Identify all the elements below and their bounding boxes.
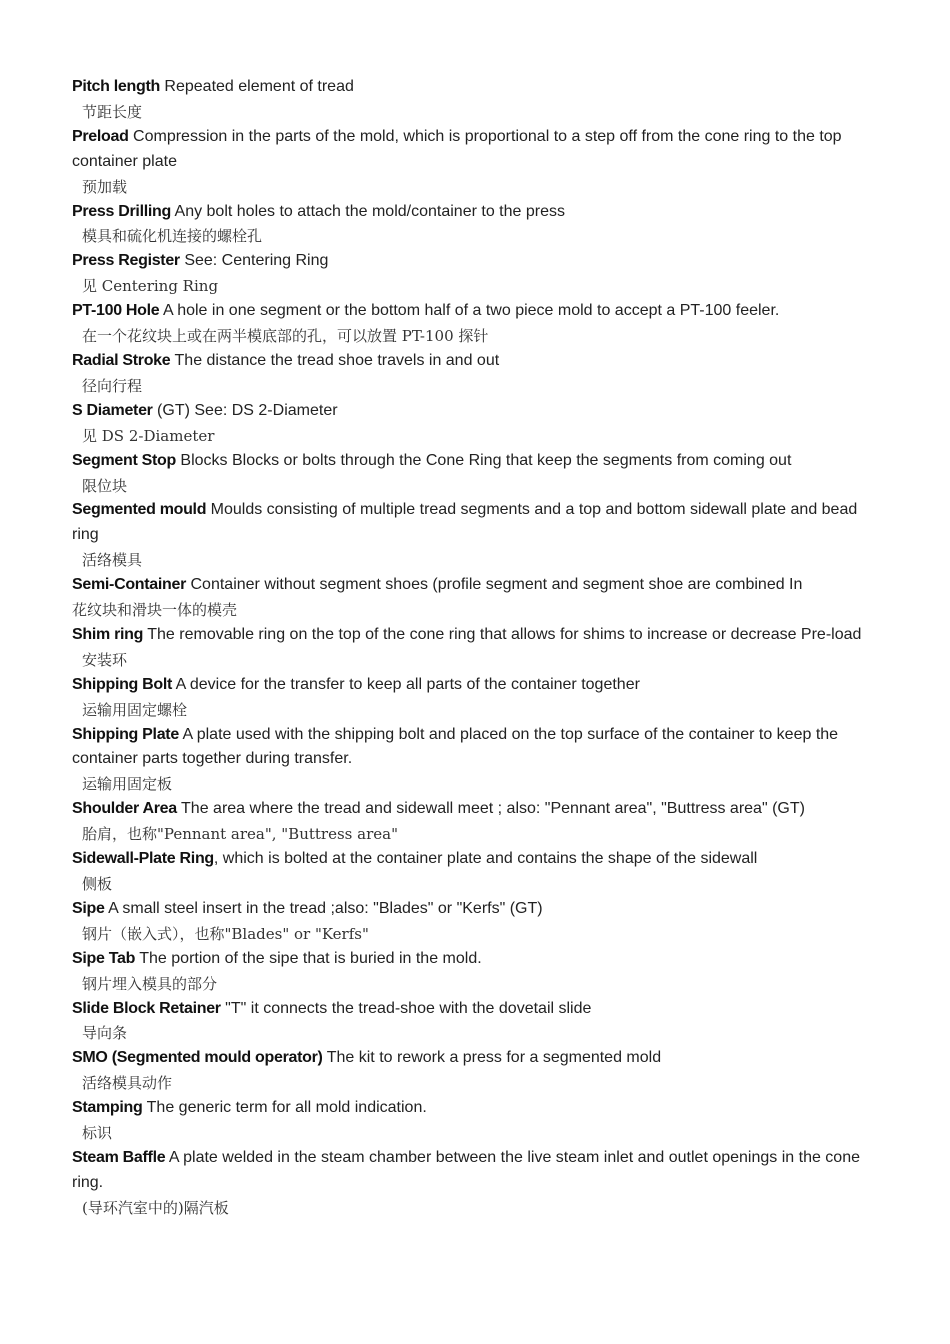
- entry-term: Radial Stroke: [72, 351, 171, 369]
- glossary-entry-segment-stop: [72, 449, 882, 499]
- entry-definition: (GT) See: DS 2-Diameter: [152, 401, 338, 419]
- entry-term: Shipping Bolt: [72, 675, 173, 693]
- entry-definition: Blocks Blocks or bolts through the Cone Ring that keep the segments from coming out: [175, 451, 792, 469]
- glossary-entry-sipe: [72, 897, 882, 947]
- glossary-entry-press-register: [72, 249, 882, 299]
- entry-term: Semi-Container: [72, 576, 187, 594]
- glossary-entry-steam-baffle: [72, 1146, 882, 1221]
- glossary-entry-s-diameter: [72, 399, 882, 449]
- entry-english-line: [72, 897, 882, 922]
- entry-definition: Any bolt holes to attach the mold/container to the press: [170, 202, 565, 220]
- glossary-entry-slide-block-retainer: [72, 997, 882, 1047]
- entry-definition: The portion of the sipe that is buried in the mold.: [135, 949, 482, 967]
- glossary-entry-segmented-mould: [72, 498, 882, 573]
- entry-term: Sipe: [72, 899, 105, 917]
- entry-term: Preload: [72, 127, 129, 145]
- entry-term: Shim ring: [72, 625, 144, 643]
- glossary-entry-shipping-bolt: [72, 673, 882, 723]
- entry-term: Slide Block Retainer: [72, 999, 221, 1017]
- glossary-entry-shoulder-area: [72, 797, 882, 847]
- glossary-entry-radial-stroke: [72, 349, 882, 399]
- glossary-entry-shim-ring: [72, 623, 882, 673]
- entry-english-line: [72, 349, 882, 374]
- entry-english-line: [72, 847, 882, 872]
- entry-translation: 在一个花纹块上或在两半模底部的孔，可以放置 PT-100 探针: [82, 327, 489, 346]
- entry-definition: Repeated element of tread: [159, 78, 354, 95]
- entry-definition: Moulds consisting of multiple tread segments and a top and bottom sidewall plate and bead ring: [72, 501, 858, 544]
- entry-term: Segmented mould: [72, 501, 207, 519]
- entry-definition: Compression in the parts of the mold, which is proportional to a step off from the cone ring to the top container plate: [72, 127, 842, 170]
- entry-term: Stamping: [72, 1099, 143, 1117]
- entry-translation: 安装环: [82, 650, 128, 669]
- entry-english-line: [72, 1046, 882, 1071]
- entry-english-line: [72, 1146, 882, 1196]
- entry-term: Sipe Tab: [72, 949, 136, 967]
- entry-term: Pitch length: [72, 78, 160, 95]
- entry-translation: 导向条: [82, 1024, 128, 1043]
- entry-english-line: [72, 723, 882, 773]
- glossary-entry-preload: [72, 125, 882, 200]
- entry-term: Press Register: [72, 252, 180, 270]
- entry-english-line: [72, 125, 882, 175]
- entry-term: S Diameter: [72, 401, 153, 419]
- entry-english-line: [72, 997, 882, 1022]
- entry-term: Shipping Plate: [72, 725, 179, 743]
- entry-translation: 胎肩，也称"Pennant area", "Buttress area": [82, 825, 398, 844]
- entry-term: Shoulder Area: [72, 800, 177, 818]
- entry-term: Sidewall-Plate Ring: [72, 850, 214, 868]
- entry-term: Steam Baffle: [72, 1148, 166, 1166]
- entry-english-line: [72, 200, 882, 225]
- entry-english-line: [72, 399, 882, 424]
- entry-english-line: [72, 299, 882, 324]
- entry-translation: (导环汽室中的)隔汽板: [82, 1198, 229, 1217]
- entry-definition: A hole in one segment or the bottom half of a two piece mold to accept a PT-100 feeler.: [159, 302, 780, 320]
- entry-definition: A plate welded in the steam chamber between the live steam inlet and outlet openings in the cone ring.: [72, 1148, 860, 1191]
- entry-english-line: [72, 498, 882, 548]
- entry-term: SMO (Segmented mould operator): [72, 1049, 323, 1067]
- entry-definition: The generic term for all mold indication.: [142, 1099, 427, 1117]
- entry-translation: 预加载: [82, 177, 128, 196]
- entry-translation: 见 Centering Ring: [82, 277, 219, 296]
- entry-translation: 见 DS 2-Diameter: [82, 426, 215, 445]
- entry-translation: 活络模具动作: [82, 1074, 173, 1093]
- entry-translation: 模具和硫化机连接的螺栓孔: [82, 227, 263, 246]
- entry-english-line: [72, 449, 882, 474]
- entry-definition: The area where the tread and sidewall meet ; also: "Pennant area", "Buttress area" (GT): [176, 800, 805, 818]
- entry-term: Press Drilling: [72, 202, 171, 220]
- glossary-entry-press-drilling: [72, 200, 882, 250]
- entry-translation: 侧板: [82, 875, 113, 893]
- glossary-entry-sipe-tab: [72, 947, 882, 997]
- entry-term: Segment Stop: [72, 451, 176, 469]
- entry-translation: 径向行程: [82, 376, 143, 395]
- entry-english-line: [72, 673, 882, 698]
- entry-definition: The distance the tread shoe travels in and out: [170, 351, 500, 369]
- entry-translation: 花纹块和滑块一体的模壳: [72, 601, 238, 620]
- glossary-entry-pitch-length: [72, 75, 882, 125]
- glossary-entry-sidewall-plate-ring: [72, 847, 882, 897]
- entry-translation: 运输用固定板: [82, 775, 173, 794]
- entry-english-line: [72, 75, 882, 100]
- glossary-entry-smo: [72, 1046, 882, 1096]
- entry-definition: The kit to rework a press for a segmented mold: [322, 1049, 662, 1067]
- entry-english-line: [72, 1096, 882, 1121]
- entry-definition: , which is bolted at the container plate and contains the shape of the sidewall: [213, 850, 758, 868]
- entry-english-line: [72, 573, 882, 598]
- entry-translation: 节距长度: [82, 102, 143, 121]
- glossary-page: [72, 75, 882, 1221]
- entry-definition: "T" it connects the tread-shoe with the dovetail slide: [220, 999, 592, 1017]
- entry-translation: 钢片（嵌入式），也称"Blades" or "Kerfs": [82, 924, 369, 943]
- glossary-entry-stamping: [72, 1096, 882, 1146]
- entry-definition: A small steel insert in the tread ;also: "Blades" or "Kerfs" (GT): [104, 899, 543, 917]
- entry-definition: The removable ring on the top of the cone ring that allows for shims to increase or decrease Pre-load: [143, 625, 862, 643]
- entry-english-line: [72, 249, 882, 274]
- entry-translation: 活络模具: [82, 551, 143, 570]
- glossary-entry-pt100-hole: [72, 299, 882, 349]
- entry-english-line: [72, 947, 882, 972]
- entry-translation: 限位块: [82, 476, 128, 495]
- entry-definition: See: Centering Ring: [179, 252, 329, 270]
- entry-term: PT-100 Hole: [72, 302, 160, 320]
- entry-translation: 钢片埋入模具的部分: [82, 974, 218, 993]
- entry-translation: 标识: [82, 1124, 113, 1143]
- entry-english-line: [72, 623, 882, 648]
- entry-definition: A device for the transfer to keep all parts of the container together: [172, 675, 640, 693]
- entry-definition: Container without segment shoes (profile segment and segment shoe are combined In: [186, 576, 803, 594]
- entry-translation: 运输用固定螺栓: [82, 700, 188, 719]
- entry-definition: A plate used with the shipping bolt and placed on the top surface of the container to keep the container parts together during transfer.: [72, 725, 839, 768]
- glossary-entry-shipping-plate: [72, 723, 882, 798]
- glossary-entry-semi-container: [72, 573, 882, 623]
- entry-english-line: [72, 797, 882, 822]
